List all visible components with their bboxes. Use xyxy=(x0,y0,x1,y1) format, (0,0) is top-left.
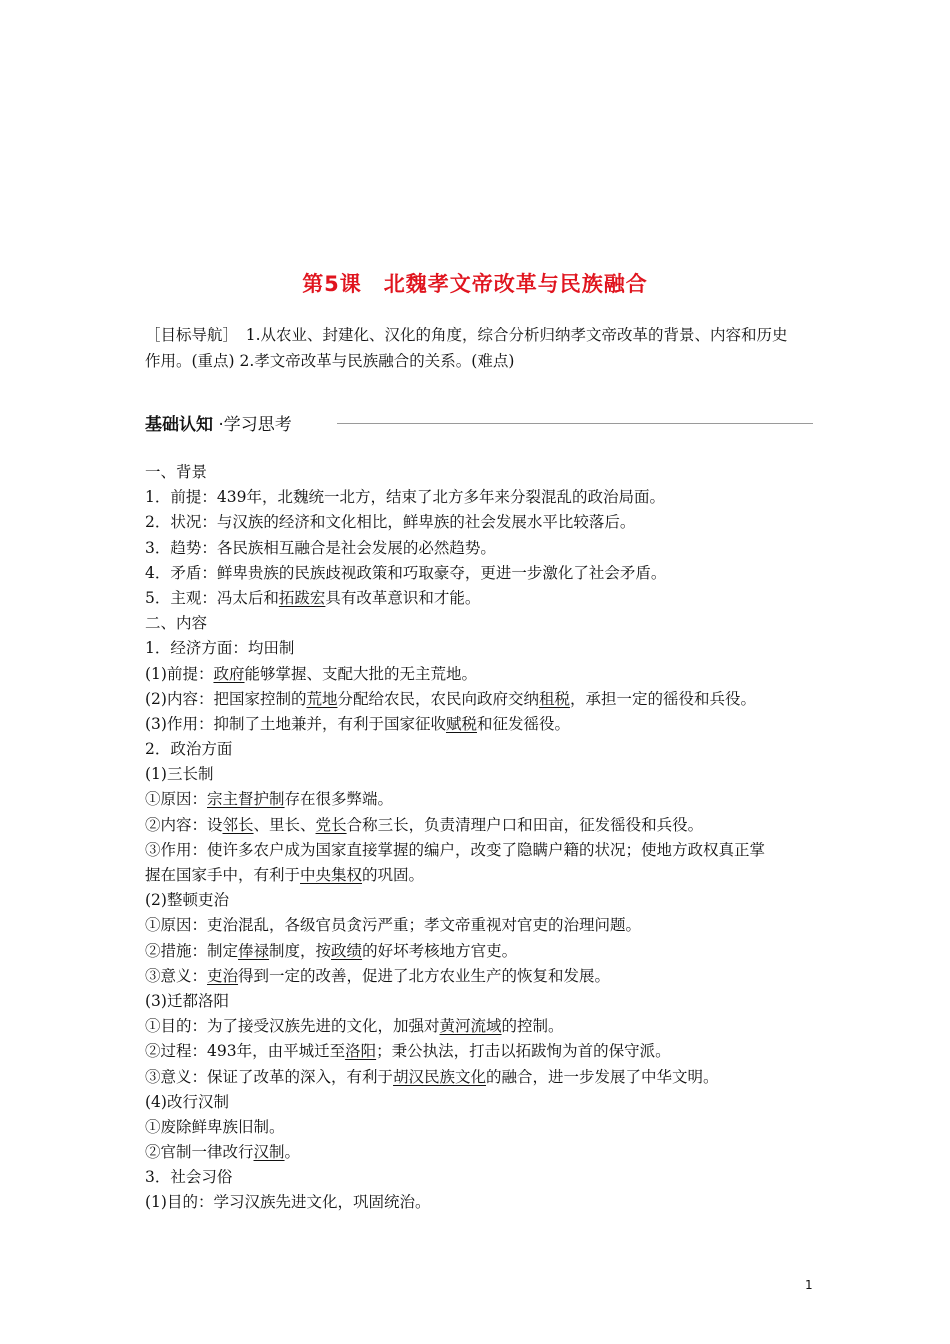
key-term: 俸禄 xyxy=(238,941,270,960)
page-title: 第5课 北魏孝文帝改革与民族融合 xyxy=(302,272,648,296)
text-segment: 二、内容 xyxy=(145,614,208,633)
key-term: 党长 xyxy=(315,815,347,834)
section-label xyxy=(145,410,292,435)
key-term: 黄河流域 xyxy=(439,1017,502,1036)
section-divider xyxy=(337,423,813,424)
section-header xyxy=(145,410,813,438)
text-line xyxy=(145,762,813,787)
text-line xyxy=(145,712,813,737)
text-segment: ①废除鲜卑族旧制。 xyxy=(145,1117,285,1136)
text-line xyxy=(145,1190,813,1215)
key-term: 邻长 xyxy=(222,815,254,834)
key-term: 荒地 xyxy=(306,689,338,708)
key-term: 吏治 xyxy=(207,966,239,985)
text-segment: 存在很多弊端。 xyxy=(284,790,394,809)
text-line xyxy=(145,1090,813,1115)
text-line xyxy=(145,1039,813,1064)
key-term: 宗主督护制 xyxy=(207,790,285,809)
key-term: 汉制 xyxy=(253,1143,285,1162)
text-segment: ③意义： xyxy=(145,966,208,985)
text-segment: 2．状况：与汉族的经济和文化相比，鲜卑族的社会发展水平比较落后。 xyxy=(145,513,636,532)
key-term: 中央集权 xyxy=(300,866,363,884)
page-number: 1 xyxy=(805,1278,813,1292)
text-segment: ②内容：设 xyxy=(145,815,223,834)
text-segment: 2．政治方面 xyxy=(145,740,233,759)
text-segment: ①原因：吏治混乱，各级官员贪污严重；孝文帝重视对官吏的治理问题。 xyxy=(145,916,642,935)
text-line xyxy=(145,662,813,687)
text-line xyxy=(145,510,813,535)
text-segment: (1)三长制 xyxy=(145,765,214,784)
text-segment: 的巩固。 xyxy=(362,866,425,884)
text-segment: ③意义：保证了改革的深入，有利于 xyxy=(145,1067,394,1086)
text-line xyxy=(145,536,813,561)
key-term: 拓跋宏 xyxy=(278,588,326,607)
text-segment: 的控制。 xyxy=(501,1017,564,1036)
text-segment: ②措施：制定 xyxy=(145,941,239,960)
text-line xyxy=(145,989,813,1014)
text-segment: 的好坏考核地方官吏。 xyxy=(362,941,518,960)
text-segment: 和征发徭役。 xyxy=(476,714,570,733)
text-line xyxy=(145,1014,813,1039)
text-segment: ①原因： xyxy=(145,790,208,809)
text-segment: 能够掌握、支配大批的无主荒地。 xyxy=(244,664,477,683)
text-segment: ②官制一律改行 xyxy=(145,1143,254,1162)
key-term: 赋税 xyxy=(445,714,477,733)
text-segment: 分配给农民，农民向政府交纳 xyxy=(337,689,539,708)
text-line xyxy=(145,813,813,838)
text-segment: ，承担一定的徭役和兵役。 xyxy=(570,689,757,708)
text-segment: 3．社会习俗 xyxy=(145,1168,233,1187)
objectives-line-2: 作用。(重点) 2.孝文帝改革与民族融合的关系。(难点) xyxy=(145,352,515,370)
text-line xyxy=(145,485,813,510)
key-term: 政府 xyxy=(213,664,245,683)
text-segment: 合称三长，负责清理户口和田亩，征发徭役和兵役。 xyxy=(346,815,704,834)
text-segment: ②过程：493年，由平城迁至 xyxy=(145,1042,346,1061)
text-segment: 1．经济方面：均田制 xyxy=(145,639,295,658)
text-line xyxy=(145,913,813,938)
key-term: 洛阳 xyxy=(345,1042,377,1061)
text-segment: 握在国家手中，有利于 xyxy=(145,866,301,884)
learning-objectives xyxy=(145,322,813,374)
text-segment: (4)改行汉制 xyxy=(145,1092,229,1111)
text-line xyxy=(145,1140,813,1165)
text-line xyxy=(145,1115,813,1140)
text-segment: ①目的：为了接受汉族先进的文化，加强对 xyxy=(145,1017,440,1036)
section-label-bold: 基础认知 xyxy=(145,415,213,435)
text-line xyxy=(145,1065,813,1090)
text-segment: 。 xyxy=(284,1143,301,1162)
text-segment: ；秉公执法，打击以拓跋恂为首的保守派。 xyxy=(376,1042,671,1061)
text-segment: (2)整顿吏治 xyxy=(145,891,229,910)
text-segment: 一、背景 xyxy=(145,463,208,481)
text-line xyxy=(145,787,813,812)
text-segment: (1)前提： xyxy=(145,664,214,683)
text-segment: (1)目的：学习汉族先进文化，巩固统治。 xyxy=(145,1193,431,1212)
text-line xyxy=(145,611,813,636)
text-line xyxy=(145,939,813,964)
text-segment: 1．前提：439年，北魏统一北方，结束了北方多年来分裂混乱的政治局面。 xyxy=(145,488,665,507)
text-line xyxy=(145,586,813,611)
text-line xyxy=(145,737,813,762)
key-term: 租税 xyxy=(539,689,571,708)
section-label-light: ·学习思考 xyxy=(213,415,292,435)
text-segment: 4．矛盾：鲜卑贵族的民族歧视政策和巧取豪夺，更进一步激化了社会矛盾。 xyxy=(145,563,667,582)
text-line xyxy=(145,888,813,913)
text-segment: 具有改革意识和才能。 xyxy=(325,588,481,607)
key-term: 胡汉民族文化 xyxy=(393,1067,487,1086)
text-segment: 制度，按 xyxy=(269,941,332,960)
text-line xyxy=(145,964,813,989)
objectives-line-1: ［目标导航］ 1.从农业、封建化、汉化的角度，综合分析归纳孝文帝改革的背景、内容和历史 xyxy=(145,326,788,344)
text-segment: 3．趋势：各民族相互融合是社会发展的必然趋势。 xyxy=(145,538,496,557)
text-segment: (3)作用：抑制了土地兼并，有利于国家征收 xyxy=(145,714,446,733)
text-line xyxy=(145,687,813,712)
text-line xyxy=(145,636,813,661)
text-segment: (3)迁都洛阳 xyxy=(145,991,229,1010)
text-line xyxy=(145,863,813,888)
text-segment: 得到一定的改善，促进了北方农业生产的恢复和发展。 xyxy=(238,966,611,985)
text-segment: (2)内容：把国家控制的 xyxy=(145,689,307,708)
key-term: 政绩 xyxy=(331,941,363,960)
text-line xyxy=(145,838,813,863)
text-line xyxy=(145,1165,813,1190)
lesson-body xyxy=(145,460,813,1216)
text-segment: ③作用：使许多农户成为国家直接掌握的编户，改变了隐瞒户籍的状况；使地方政权真正掌 xyxy=(145,840,766,859)
text-segment: 的融合，进一步发展了中华文明。 xyxy=(486,1067,719,1086)
text-line xyxy=(145,460,813,485)
text-segment: 、里长、 xyxy=(253,815,316,834)
text-line xyxy=(145,561,813,586)
text-segment: 5．主观：冯太后和 xyxy=(145,588,279,607)
